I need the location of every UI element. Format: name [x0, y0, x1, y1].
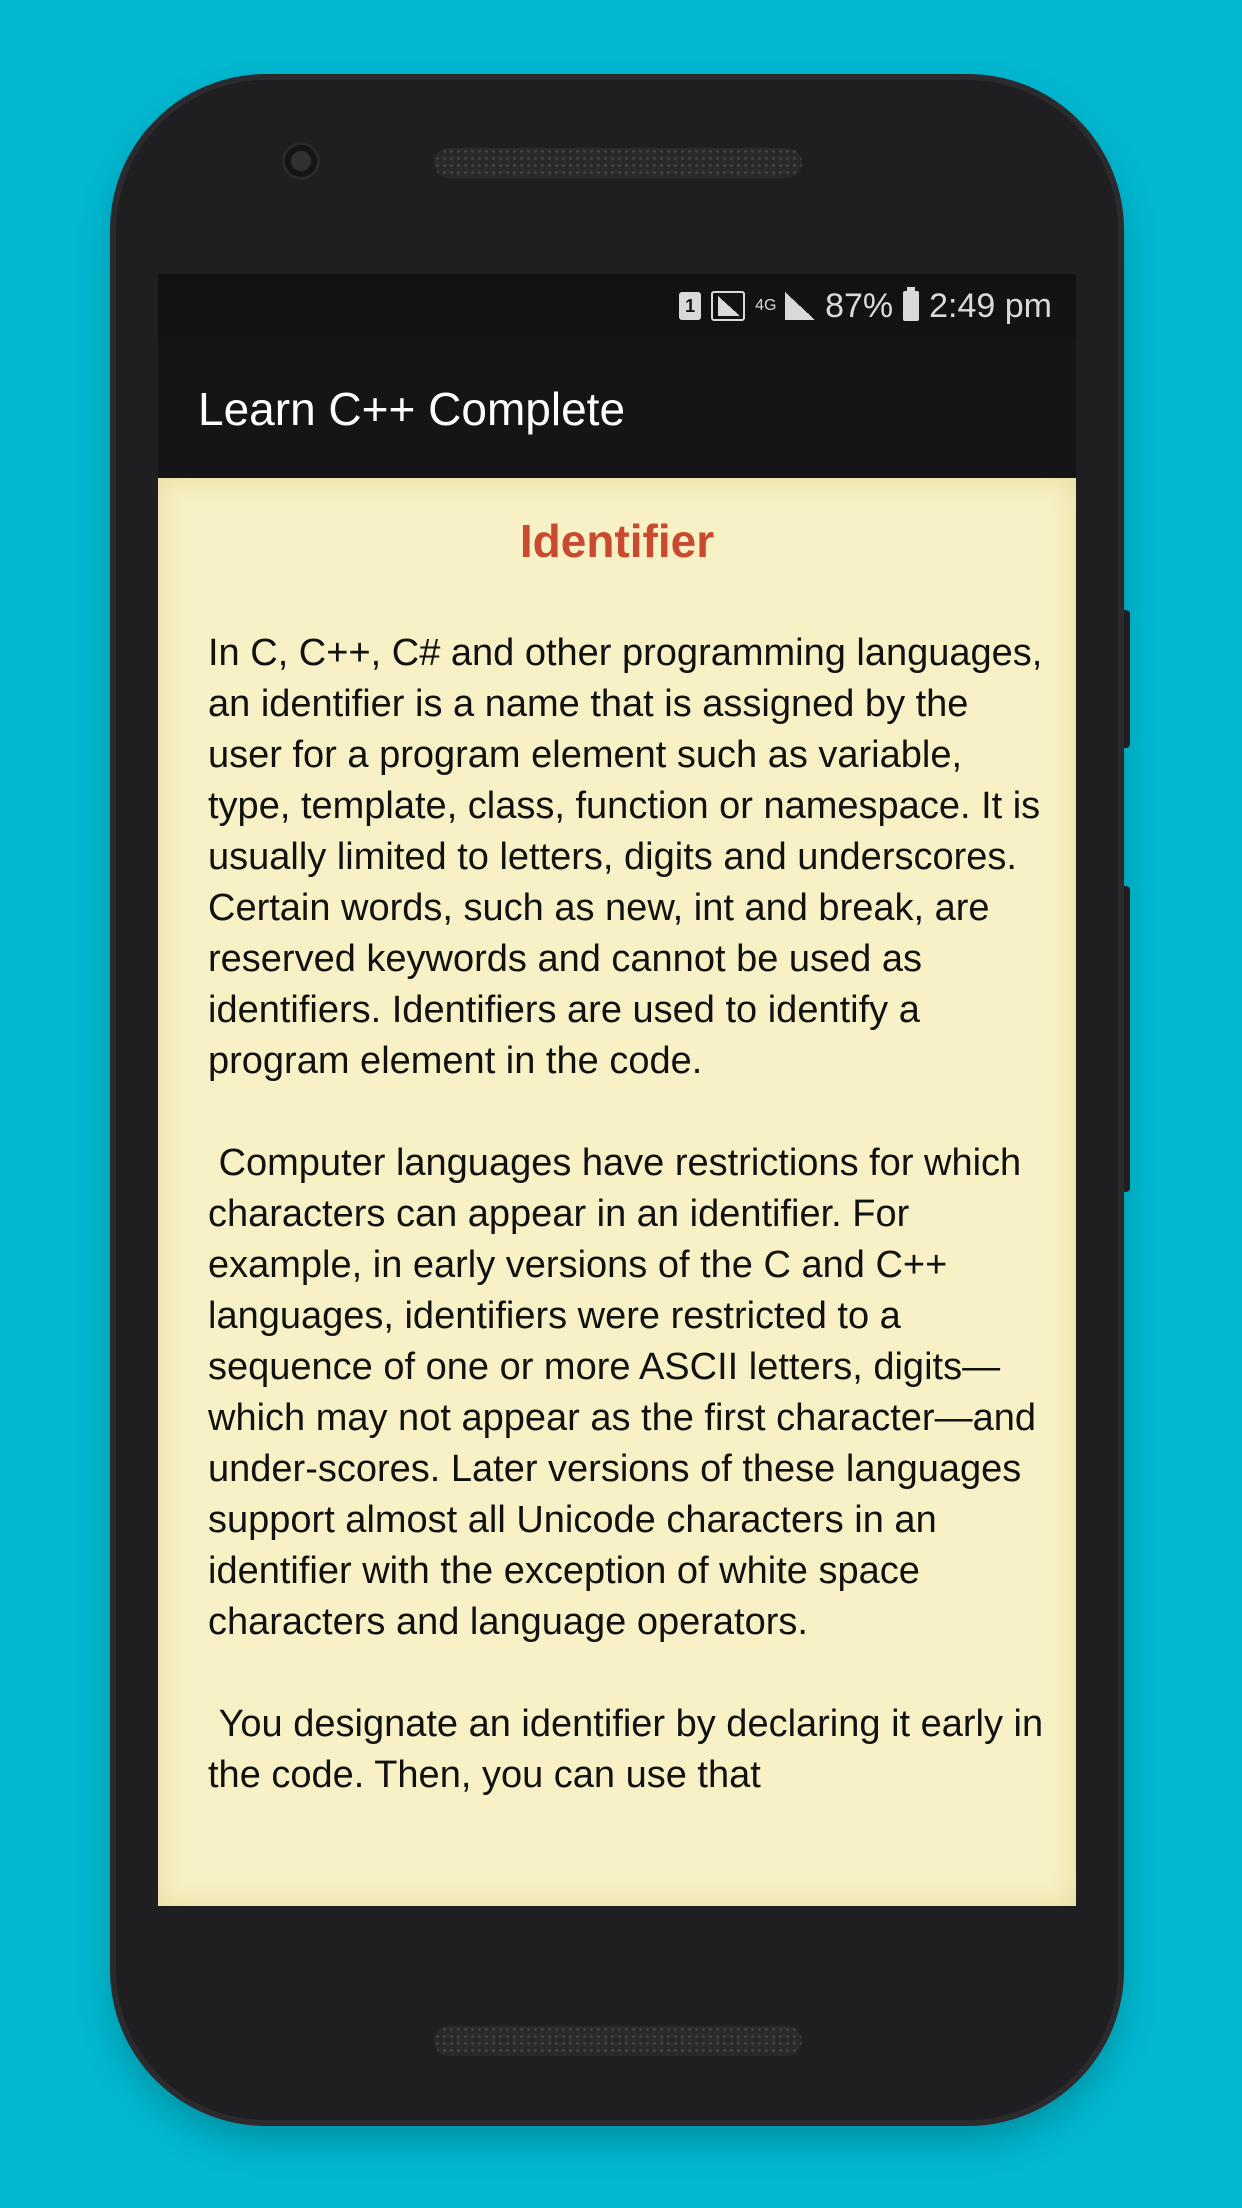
article-paragraph: Computer languages have restrictions for which characters can appear in an identifier. For example, in early versions of the C and C++ languages, identifiers were restricted to a sequence of one or more ASCII letters, digits—which may not appear as the first character—and under-scores. Later versions of these languages support almost all Unicode characters in an identifier with the exception of white space characters and language operators.: [208, 1142, 1047, 1643]
clock: 2:49 pm: [929, 286, 1052, 325]
article-paragraph: You designate an identifier by declaring it early in the code. Then, you can use that: [208, 1703, 1054, 1796]
article-paragraph: In C, C++, C# and other programming languages, an identifier is a name that is assigned by the user for a program element such as variable, type, template, class, function or namespace. It is usually limited to letters, digits and underscores. Certain words, such as new, int and break, are reserved keywords and cannot be used as identifiers. Identifiers are used to identify a program element in the code.: [208, 632, 1053, 1082]
screen: [158, 274, 1076, 1906]
status-icons: [679, 286, 1052, 326]
status-bar: [158, 274, 1076, 338]
article-title: Identifier: [519, 515, 715, 567]
power-button[interactable]: [1116, 610, 1130, 748]
front-camera: [282, 142, 320, 180]
secondary-signal-icon: [785, 292, 815, 320]
bottom-speaker: [434, 2026, 802, 2056]
volume-button[interactable]: [1116, 886, 1130, 1192]
article-content[interactable]: [158, 478, 1076, 1906]
network-type-icon: 4G: [755, 297, 777, 314]
signal-strength-icon: [711, 291, 745, 321]
top-speaker: [434, 148, 802, 178]
app-bar: [158, 338, 1076, 478]
battery-percent: 87%: [825, 286, 894, 325]
article-body: [208, 628, 1054, 1852]
app-title: Learn C++ Complete: [198, 383, 626, 435]
battery-icon: [903, 291, 919, 321]
sim-icon: 1: [679, 292, 701, 320]
